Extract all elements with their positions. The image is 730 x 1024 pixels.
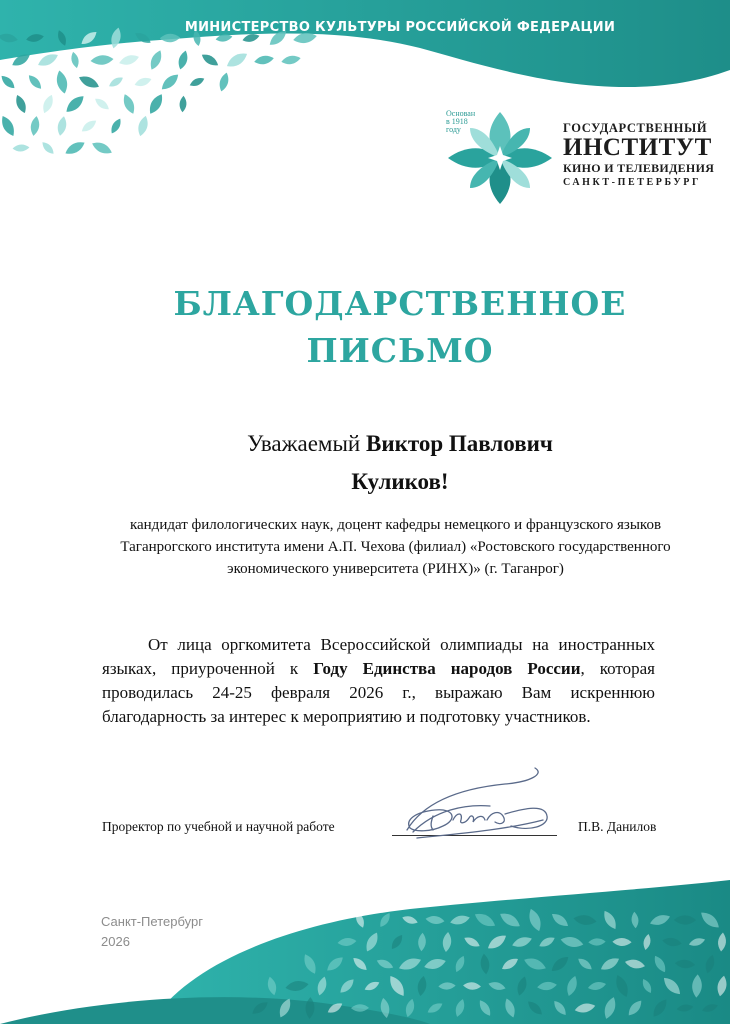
leaf-shape xyxy=(77,73,101,91)
leaf-shape xyxy=(40,140,56,156)
founded-note xyxy=(446,110,486,134)
bottom-decoration xyxy=(0,880,730,1024)
top-decoration xyxy=(0,0,730,240)
footer-place xyxy=(101,912,203,952)
signer-name: П.В. Данилов xyxy=(578,819,657,834)
leaf-shape xyxy=(56,115,68,136)
leaf-shape xyxy=(80,118,99,135)
greeting xyxy=(0,425,730,501)
title-line2: ПИСЬМО xyxy=(306,331,494,370)
leaf-shape xyxy=(159,71,181,92)
recipient-surname: Куликов! xyxy=(351,469,449,494)
leaf-shape xyxy=(118,53,140,68)
leaf-shape xyxy=(26,73,44,92)
leaf-shape xyxy=(70,51,80,69)
signer-role: Проректор по учебной и научной работе xyxy=(102,819,335,834)
institute-name-line3: КИНО И ТЕЛЕВИДЕНИЯ xyxy=(563,161,715,175)
leaf-shape xyxy=(107,75,124,89)
leaf-shape xyxy=(200,51,221,68)
institute-name-line1: ГОСУДАРСТВЕННЫЙ xyxy=(563,121,708,135)
recipient-name: Виктор Павлович xyxy=(365,431,553,456)
leaf-shape xyxy=(90,54,114,66)
greeting-line1 xyxy=(0,425,730,463)
leaf-shape xyxy=(121,92,138,115)
title-line1: БЛАГОДАРСТВЕННОЕ xyxy=(173,284,627,323)
founded-line3: году xyxy=(446,125,461,134)
greeting-prefix: Уважаемый xyxy=(247,431,361,456)
founded-line1: Основан xyxy=(446,109,476,118)
leaf-shape xyxy=(13,93,28,114)
leaf-shape xyxy=(224,50,249,71)
signature-row xyxy=(102,817,662,841)
letter-title xyxy=(0,280,730,374)
leaf-shape xyxy=(63,139,87,158)
institute-name-line4: САНКТ-ПЕТЕРБУРГ xyxy=(563,177,701,188)
leaf-shape xyxy=(0,73,17,91)
leaf-shape xyxy=(176,49,189,70)
footer-city: Санкт-Петербург xyxy=(101,914,203,929)
leaf-shape xyxy=(148,49,165,72)
institute-name xyxy=(563,121,728,191)
founded-line2: в 1918 xyxy=(446,117,468,126)
letter-body xyxy=(102,633,655,729)
leaf-shape xyxy=(109,117,124,135)
institute-name-line2: ИНСТИТУТ xyxy=(563,134,712,161)
ministry-title: МИНИСТЕРСТВО КУЛЬТУРЫ РОССИЙСКОЙ ФЕДЕРАЦИИ xyxy=(184,20,616,35)
leaf-shape xyxy=(179,95,187,112)
footer-year: 2026 xyxy=(101,934,130,949)
body-part2: , которая проводилась 24-25 февраля 2026 г., выражаю Вам искреннюю благодарность за интерес к мероприятию и подготовку участников. xyxy=(102,659,655,726)
leaf-shape xyxy=(0,114,17,138)
leaf-shape xyxy=(29,115,40,136)
leaf-shape xyxy=(63,93,87,116)
leaf-shape xyxy=(217,72,230,93)
leaf-shape xyxy=(188,76,205,89)
leaf-shape xyxy=(40,93,55,114)
leaf-shape xyxy=(93,96,111,112)
leaf-shape xyxy=(55,69,70,94)
leaf-shape xyxy=(12,144,29,152)
leaf-shape xyxy=(90,139,113,156)
leaf-shape xyxy=(36,51,60,69)
leaf-shape xyxy=(133,76,152,89)
recipient-position: кандидат филологических наук, доцент кафедры немецкого и французского языков Таганрогского института имени А.П. Чехова (филиал) «Ростовского государственного экономического университета (РИНХ)» (г. Таганрог) xyxy=(120,517,671,577)
handwritten-signature-icon xyxy=(395,760,560,850)
leaf-shape xyxy=(136,115,150,138)
leaf-shape xyxy=(253,54,274,66)
body-part1: От лица оргкомитета Всероссийской олимпиады на иностранных языках, приуроченной к xyxy=(102,635,655,678)
body-highlight: Году Единства народов России xyxy=(313,659,581,678)
leaf-shape xyxy=(146,92,166,116)
greeting-line2 xyxy=(0,463,730,501)
leaf-shape xyxy=(281,54,302,66)
